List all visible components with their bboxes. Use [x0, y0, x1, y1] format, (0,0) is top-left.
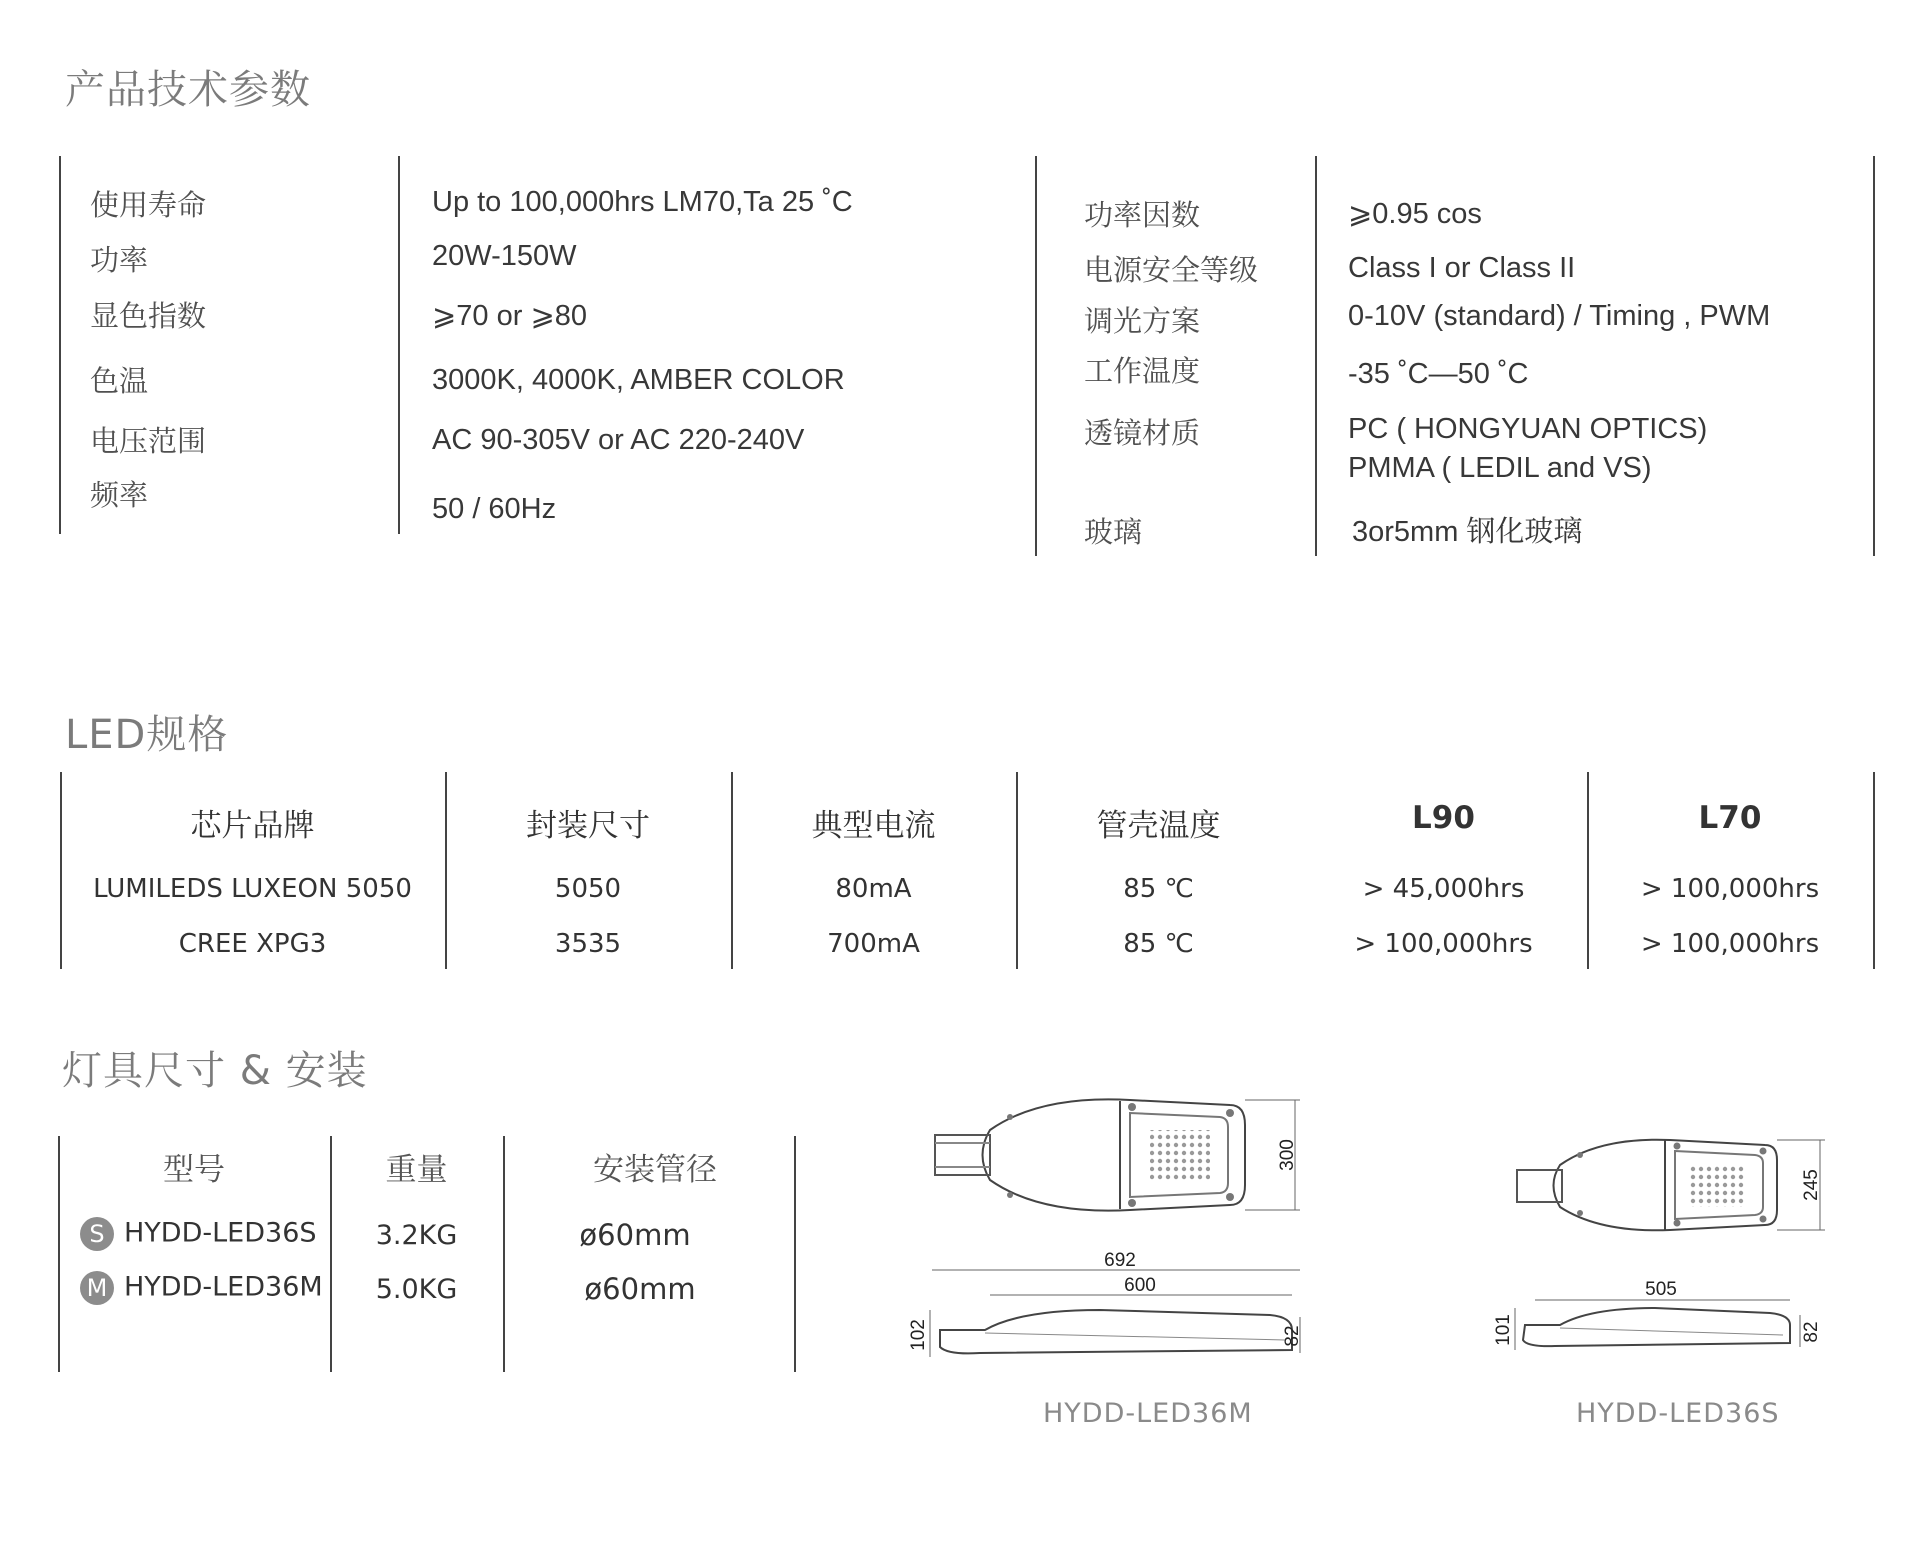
spec-label: 显色指数 — [90, 299, 207, 333]
rule — [1315, 156, 1317, 556]
section-title-led: LED规格 — [65, 712, 229, 758]
led-cell: 85 ℃ — [1123, 929, 1194, 959]
model-name: HYDD-LED36S — [124, 1217, 317, 1249]
spec-value: -35 ˚C—50 ˚C — [1348, 358, 1529, 390]
drawing-caption: HYDD-LED36M — [1043, 1398, 1253, 1429]
dim-width-body: 600 — [1124, 1275, 1156, 1296]
led-cell: LUMILEDS LUXEON 5050 — [93, 874, 412, 904]
dim-height-right: 82 — [1801, 1321, 1822, 1343]
led-cell: 700mA — [827, 929, 920, 959]
install-weight: 3.2KG — [375, 1220, 458, 1251]
rule — [1035, 156, 1037, 556]
led-header: 典型电流 — [811, 808, 936, 844]
dim-depth: 300 — [1277, 1139, 1298, 1171]
spec-value: ⩾0.95 cos — [1348, 198, 1482, 230]
led-header: L70 — [1698, 800, 1762, 836]
section-title-tech: 产品技术参数 — [65, 67, 311, 113]
size-badge: S — [80, 1217, 114, 1251]
install-model — [80, 1271, 323, 1305]
spec-value: 20W-150W — [432, 240, 577, 272]
rule — [503, 1136, 505, 1372]
dim-width-total: 692 — [1104, 1250, 1136, 1271]
luminaire-side-outline — [1523, 1308, 1790, 1346]
led-cell: > 45,000hrs — [1362, 874, 1525, 904]
led-cell: 5050 — [554, 874, 622, 904]
rule — [794, 1136, 796, 1372]
dim-height-left: 101 — [1493, 1314, 1514, 1346]
spec-value: 3or5mm 钢化玻璃 — [1352, 516, 1583, 548]
rule — [1873, 772, 1875, 969]
spec-label: 电压范围 — [90, 424, 207, 458]
install-header: 安装管径 — [593, 1152, 717, 1188]
spec-value: Up to 100,000hrs LM70,Ta 25 ˚C — [432, 186, 853, 218]
luminaire-side-outline — [940, 1310, 1292, 1353]
install-header: 重量 — [385, 1152, 448, 1188]
led-cell: > 100,000hrs — [1354, 929, 1533, 959]
model-name: HYDD-LED36M — [124, 1271, 323, 1303]
led-cell: CREE XPG3 — [178, 929, 327, 959]
led-header: 封装尺寸 — [526, 808, 650, 844]
led-cell: > 100,000hrs — [1640, 874, 1820, 904]
spec-label: 透镜材质 — [1084, 416, 1201, 450]
led-header: 芯片品牌 — [190, 808, 315, 844]
spec-label: 工作温度 — [1084, 354, 1201, 388]
spec-label: 使用寿命 — [90, 188, 207, 222]
led-cell: > 100,000hrs — [1640, 929, 1820, 959]
spec-label: 电源安全等级 — [1084, 253, 1259, 287]
spec-value: PC ( HONGYUAN OPTICS) — [1348, 413, 1708, 445]
rule — [398, 156, 400, 534]
install-header: 型号 — [163, 1152, 225, 1188]
spec-label: 功率 — [90, 243, 149, 277]
led-cell: 3535 — [554, 929, 622, 959]
led-header: L90 — [1412, 800, 1475, 836]
dim-depth: 245 — [1801, 1169, 1822, 1201]
spec-value: 0-10V (standard) / Timing , PWM — [1348, 300, 1771, 332]
spec-value: PMMA ( LEDIL and VS) — [1348, 452, 1652, 484]
led-cell: 85 ℃ — [1123, 874, 1194, 904]
drawing-caption: HYDD-LED36S — [1576, 1398, 1780, 1429]
spec-value: Class I or Class II — [1348, 252, 1576, 284]
rule — [59, 156, 61, 534]
dim-width-body: 505 — [1645, 1279, 1677, 1300]
install-weight: 5.0KG — [375, 1274, 458, 1305]
size-badge: M — [80, 1271, 114, 1305]
spec-label: 玻璃 — [1084, 515, 1143, 549]
install-model — [80, 1217, 317, 1251]
led-cell: 80mA — [835, 874, 912, 904]
spec-value: ⩾70 or ⩾80 — [432, 300, 588, 332]
led-header: 管壳温度 — [1096, 808, 1221, 844]
install-pipe: ø60mm — [579, 1218, 691, 1252]
spec-label: 调光方案 — [1084, 304, 1201, 338]
section-title-install: 灯具尺寸 & 安装 — [62, 1048, 368, 1094]
spec-label: 功率因数 — [1084, 198, 1201, 232]
rule — [1873, 156, 1875, 556]
dim-height-right: 82 — [1282, 1325, 1303, 1347]
spec-value: 3000K, 4000K, AMBER COLOR — [432, 364, 845, 396]
spec-label: 频率 — [90, 478, 149, 512]
spec-value: 50 / 60Hz — [432, 493, 557, 525]
spec-value: AC 90-305V or AC 220-240V — [432, 424, 805, 456]
drawing-led36s — [1465, 1125, 1845, 1385]
dim-height-left: 102 — [908, 1319, 929, 1351]
spec-label: 色温 — [90, 364, 149, 398]
drawing-led36m — [900, 1085, 1320, 1385]
install-pipe: ø60mm — [584, 1272, 696, 1306]
